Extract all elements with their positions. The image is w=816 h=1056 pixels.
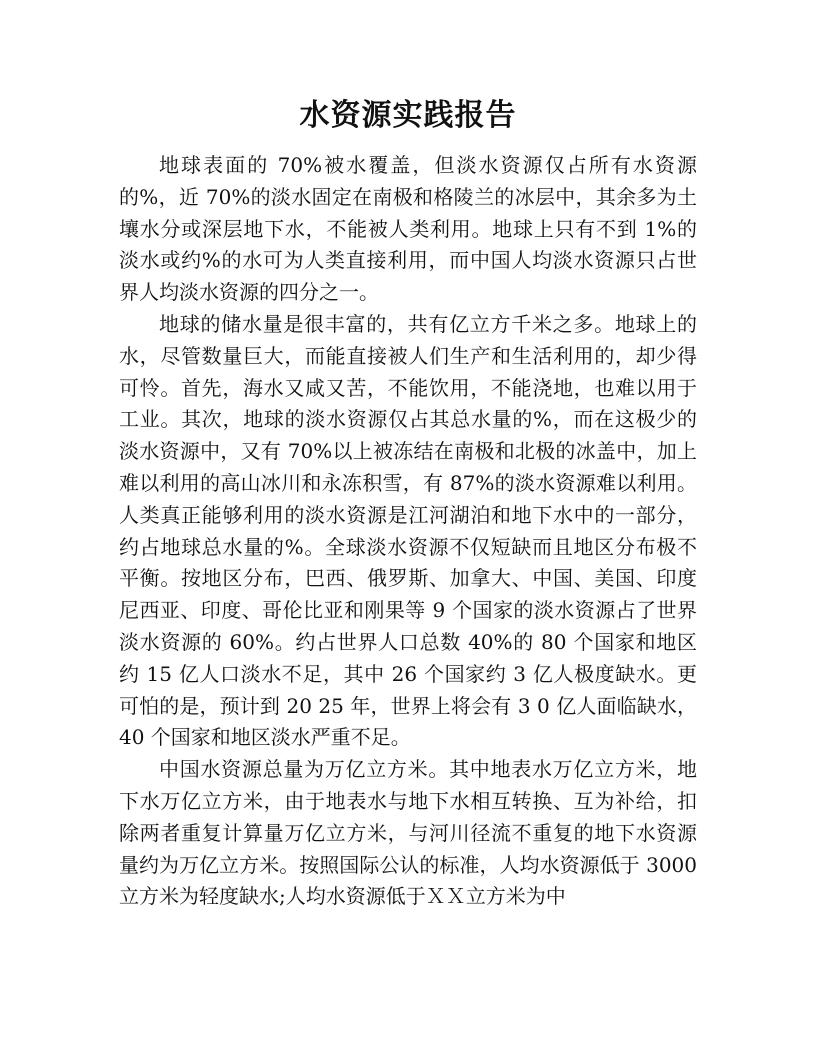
document-title: 水资源实践报告 xyxy=(299,98,517,133)
paragraph-1: 地球表面的 70%被水覆盖，但淡水资源仅占所有水资源的%，近 70%的淡水固定在南极和格陵兰的冰层中，其余多为土壤水分或深层地下水，不能被人类利用。地球上只有不到 1%的淡水或约%的水可为人类直接利用，而中国人均淡水资源只占世界人均淡水资源的四分之一。 xyxy=(119,153,697,305)
document-body xyxy=(119,150,697,913)
paragraph-2: 地球的储水量是很丰富的，共有亿立方千米之多。地球上的水，尽管数量巨大，而能直接被人们生产和生活利用的，却少得可怜。首先，海水又咸又苦，不能饮用，不能浇地，也难以用于工业。其次，地球的淡水资源仅占其总水量的%，而在这极少的淡水资源中，又有 70%以上被冻结在南极和北极的冰盖中，加上难以利用的高山冰川和永冻积雪，有 87%的淡水资源难以利用。人类真正能够利用的淡水资源是江河湖泊和地下水中的一部分，约占地球总水量的%。全球淡水资源不仅短缺而且地区分布极不平衡。按地区分布，巴西、俄罗斯、加拿大、中国、美国、印度尼西亚、印度、哥伦比亚和刚果等 9 个国家的淡水资源占了世界淡水资源的 60%。约占世界人口总数 40%的 80 个国家和地区约 15 亿人口淡水不足，其中 26 个国家约 3 亿人极度缺水。更可怕的是，预计到 20 25 年，世界上将会有 3 0 亿人面临缺水，40 个国家和地区淡水严重不足。 xyxy=(119,311,697,750)
paragraph-3: 中国水资源总量为万亿立方米。其中地表水万亿立方米，地下水万亿立方米，由于地表水与地下水相互转换、互为补给，扣除两者重复计算量万亿立方米，与河川径流不重复的地下水资源量约为万亿立方米。按照国际公认的标准，人均水资源低于 3000 立方米为轻度缺水;人均水资源低于ＸＸ立方米为中 xyxy=(119,757,697,909)
